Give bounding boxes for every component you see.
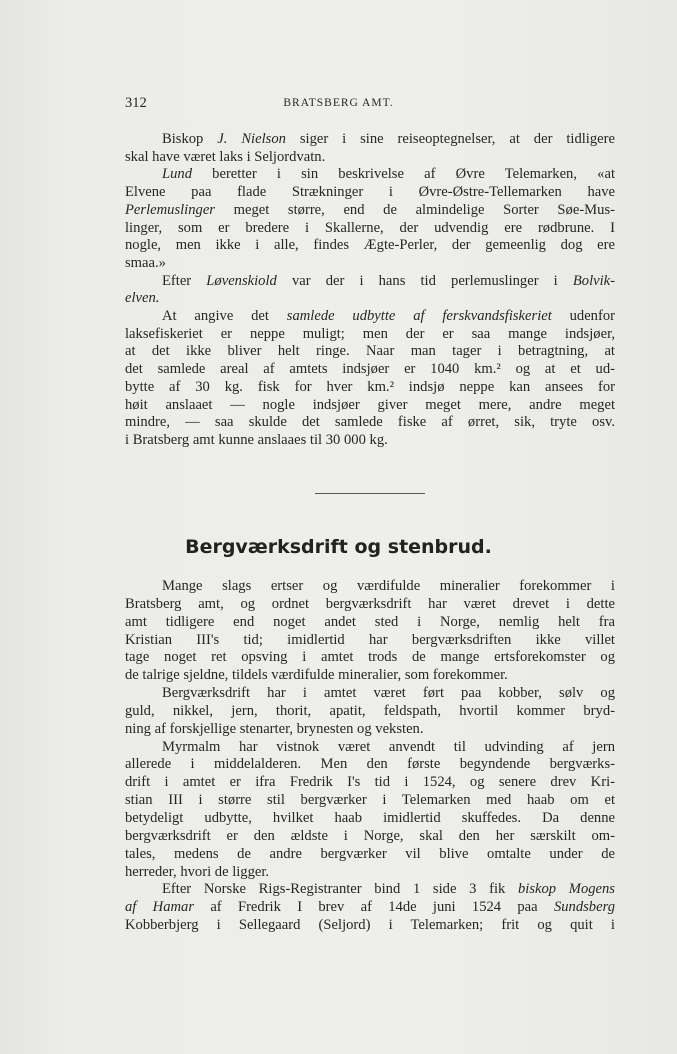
text-run: At angive det	[162, 308, 287, 325]
text-line	[125, 255, 615, 273]
italic-text: Løvenskiold	[206, 272, 277, 289]
text-run: drift i amtet er ifra Fredrik I's tid i 1524, og senere drev Kri-	[125, 774, 615, 791]
text-run: laksefiskeriet er neppe muligt; men der er saa mange indsjøer,	[125, 325, 615, 342]
text-line	[125, 792, 615, 810]
paragraph	[125, 685, 615, 739]
italic-text: J. Nielson	[217, 131, 286, 147]
text-line	[125, 846, 615, 864]
text-line	[125, 220, 615, 238]
text-run: nogle, men ikke i alle, findes Ægte-Perler, der gemeenlig dog ere	[125, 237, 615, 254]
text-run: mindre, — saa skulde det samlede fiske af ørret, sik, tryte osv.	[125, 414, 615, 431]
text-run: betydeligt udbytte, hvilket haab imidlertid skuffedes. Da denne	[125, 809, 615, 826]
text-line	[125, 667, 615, 685]
text-line	[125, 828, 615, 846]
text-line	[125, 149, 615, 167]
text-run: Bratsberg amt, og ordnet bergværksdrift har været drevet i dette	[125, 595, 615, 612]
paragraph	[125, 308, 615, 450]
text-line	[125, 721, 615, 739]
text-run: smaa.»	[125, 254, 166, 271]
text-run: skal have været laks i Seljordvatn.	[125, 148, 326, 165]
italic-text: Bolvik-	[572, 272, 615, 289]
text-line	[125, 432, 615, 450]
text-line	[125, 864, 615, 882]
text-run: Efter Norske Rigs-Registranter bind 1 side 3 fik	[162, 881, 518, 898]
text-line	[125, 166, 615, 184]
text-line	[125, 308, 615, 326]
text-line	[125, 739, 615, 757]
text-run: Kobberbjerg i Sellegaard (Seljord) i Telemarken; frit og quit i	[125, 917, 615, 934]
text-run: det samlede areal af amtets indsjøer er 1040 km.² og at et ud-	[125, 361, 615, 378]
italic-text: Lund	[162, 166, 193, 183]
section-heading: Bergværksdrift og stenbrud.	[185, 536, 492, 558]
text-line	[125, 774, 615, 792]
text-line	[125, 202, 615, 220]
text-line	[125, 899, 615, 917]
text-run: meget større, end de almindelige Sorter Søe-Mus-	[214, 201, 615, 218]
italic-text: elven.	[125, 290, 160, 307]
text-run: i Bratsberg amt kunne anslaaes til 30 000 kg.	[125, 431, 388, 448]
text-line	[125, 703, 615, 721]
italic-text: af Hamar	[125, 899, 195, 916]
text-run: var der i hans tid perlemuslinger i	[276, 272, 573, 289]
text-run: Kristian III's tid; imidlertid har bergværksdriften ikke villet	[125, 631, 615, 648]
text-line	[125, 649, 615, 667]
text-line	[125, 290, 615, 308]
italic-text: biskop Mogens	[518, 881, 615, 898]
paragraph	[125, 881, 615, 935]
text-line	[125, 810, 615, 828]
text-run: tales, medens de andre bergværker vil blive omtalte under de	[125, 845, 615, 862]
text-line	[125, 184, 615, 202]
text-run: siger i sine reiseoptegnelser, at der tidligere	[285, 131, 615, 147]
text-run: guld, nikkel, jern, thorit, apatit, feldspath, hvortil kommer bryd-	[125, 702, 615, 719]
italic-text: Sundsberg	[553, 899, 616, 916]
text-run: Biskop	[162, 131, 218, 147]
text-line	[125, 379, 615, 397]
text-line	[125, 756, 615, 774]
text-run: linger, som er bredere i Skallerne, der udvendig ere rødbrune. I	[125, 219, 615, 236]
section-mining-text	[125, 578, 615, 935]
text-run: amt tidligere end noget andet sted i Norge, nemlig helt fra	[125, 613, 615, 630]
section-divider	[315, 493, 425, 494]
text-run: at det ikke bliver helt ringe. Naar man tager i betragtning, at	[125, 343, 615, 360]
paragraph	[125, 578, 615, 685]
text-run: bergværksdrift er den ældste i Norge, skal den her særskilt om-	[125, 827, 615, 844]
text-run: Myrmalm har vistnok været anvendt til udvinding af jern	[162, 738, 615, 755]
text-line	[125, 596, 615, 614]
italic-text: samlede udbytte af ferskvandsfiskeriet	[286, 308, 552, 325]
text-line	[125, 343, 615, 361]
running-title: BRATSBERG AMT.	[283, 97, 394, 109]
text-run: Mange slags ertser og værdifulde mineralier forekommer i	[162, 578, 615, 594]
paragraph	[125, 166, 615, 272]
text-line	[125, 881, 615, 899]
text-run: tage noget ret opsving i amtet trods de mange ertsforekomster og	[125, 649, 615, 666]
text-run: allerede i middelalderen. Men den første begyndende bergværks-	[125, 756, 615, 773]
section-fishing-text	[125, 131, 615, 450]
text-run: Bergværksdrift har i amtet været ført paa kobber, sølv og	[162, 685, 615, 702]
text-line	[125, 685, 615, 703]
text-run: af Fredrik I brev af 14de juni 1524 paa	[194, 899, 554, 916]
text-run: ning af forskjellige stenarter, brynesten og veksten.	[125, 720, 424, 737]
paragraph	[125, 273, 615, 308]
text-run: Elvene paa flade Strækninger i Øvre-Østre-Tellemarken have	[125, 184, 615, 201]
text-line	[125, 414, 615, 432]
text-run: stian III i større stil bergværker i Telemarken med haab om et	[125, 792, 615, 809]
text-line	[125, 326, 615, 344]
text-line	[125, 237, 615, 255]
text-run: herreder, hvori de ligger.	[125, 863, 270, 880]
text-line	[125, 917, 615, 935]
text-run: beretter i sin beskrivelse af Øvre Telemarken, «at	[192, 166, 615, 183]
text-line	[125, 632, 615, 650]
text-run: høit anslaaet — nogle indsjøer giver meget mere, andre meget	[125, 396, 615, 413]
text-line	[125, 397, 615, 415]
text-line	[125, 361, 615, 379]
text-line	[125, 131, 615, 149]
text-line	[125, 273, 615, 291]
text-run: Efter	[162, 272, 207, 289]
text-run: bytte af 30 kg. fisk for hver km.² indsjø neppe kan ansees for	[125, 378, 615, 395]
paragraph	[125, 131, 615, 166]
italic-text: Perlemuslinger	[125, 201, 215, 218]
paragraph	[125, 739, 615, 882]
page-number: 312	[125, 95, 147, 111]
text-line	[125, 578, 615, 596]
text-line	[125, 614, 615, 632]
text-run: udenfor	[551, 308, 615, 325]
text-run: de talrige sjeldne, tildels værdifulde mineralier, som forekommer.	[125, 667, 508, 684]
